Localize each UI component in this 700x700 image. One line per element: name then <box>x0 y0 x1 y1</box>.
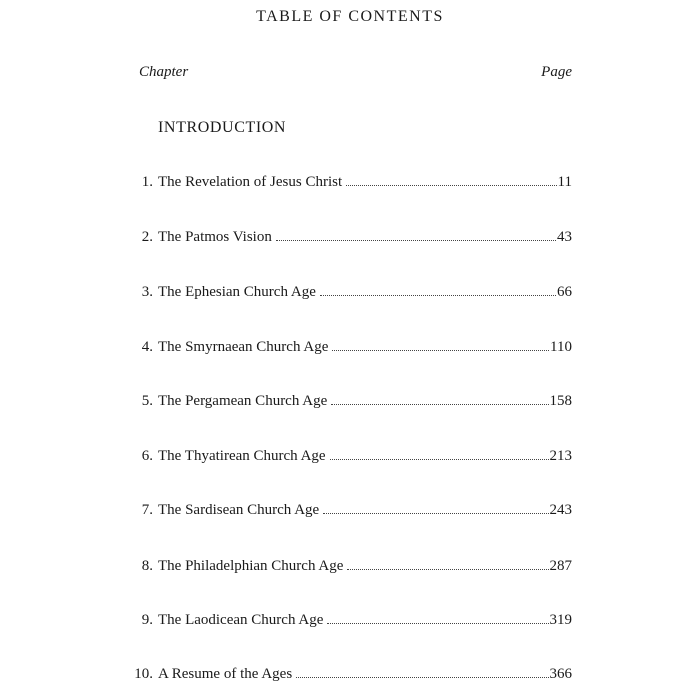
dot-leader <box>320 294 556 296</box>
toc-entry <box>121 229 572 246</box>
entry-page: 366 <box>549 666 572 682</box>
entry-number: 5. <box>141 393 153 409</box>
entry-number: 10. <box>134 666 153 682</box>
entry-number: 4. <box>141 339 153 355</box>
entry-page: 66 <box>557 284 572 300</box>
dot-leader <box>347 568 548 570</box>
dot-leader <box>323 512 548 514</box>
entry-page: 213 <box>549 448 572 464</box>
entry-title: The Thyatirean Church Age <box>158 448 326 464</box>
entry-page: 319 <box>549 612 572 628</box>
entry-number: 9. <box>141 612 153 628</box>
entry-title: The Pergamean Church Age <box>158 393 328 409</box>
toc-entry <box>121 393 572 410</box>
dot-leader <box>327 622 548 624</box>
entry-title: A Resume of the Ages <box>158 666 293 682</box>
entry-number: 2. <box>141 229 153 245</box>
page-title: TABLE OF CONTENTS <box>256 8 444 25</box>
toc-entry <box>121 558 572 575</box>
dot-leader <box>332 349 549 351</box>
dot-leader <box>276 239 556 241</box>
toc-entry <box>121 448 572 465</box>
entry-number: 7. <box>141 502 153 518</box>
entry-page: 158 <box>549 393 572 409</box>
toc-entry <box>121 339 572 356</box>
toc-entry <box>121 612 572 629</box>
entry-page: 11 <box>557 174 572 190</box>
entry-page: 110 <box>550 339 572 355</box>
entry-title: The Revelation of Jesus Christ <box>158 174 343 190</box>
dot-leader <box>346 184 556 186</box>
entry-page: 243 <box>549 502 572 518</box>
entry-title: The Sardisean Church Age <box>158 502 320 518</box>
dot-leader <box>296 676 548 678</box>
chapter-column-header: Chapter <box>139 64 189 80</box>
dot-leader <box>331 403 548 405</box>
entry-number: 6. <box>141 448 153 464</box>
entry-title: The Patmos Vision <box>158 229 272 245</box>
entry-title: The Philadelphian Church Age <box>158 558 344 574</box>
introduction-heading: INTRODUCTION <box>158 119 287 136</box>
toc-entry <box>121 284 572 301</box>
dot-leader <box>330 458 549 460</box>
entry-page: 43 <box>557 229 572 245</box>
toc-entry <box>121 174 572 191</box>
toc-entry <box>121 502 572 519</box>
entry-title: The Smyrnaean Church Age <box>158 339 329 355</box>
entry-title: The Laodicean Church Age <box>158 612 324 628</box>
entry-number: 3. <box>141 284 153 300</box>
entry-number: 8. <box>141 558 153 574</box>
toc-entry <box>121 666 572 683</box>
page-column-header: Page <box>541 64 572 80</box>
entry-title: The Ephesian Church Age <box>158 284 316 300</box>
entry-page: 287 <box>549 558 572 574</box>
entry-number: 1. <box>141 174 153 190</box>
